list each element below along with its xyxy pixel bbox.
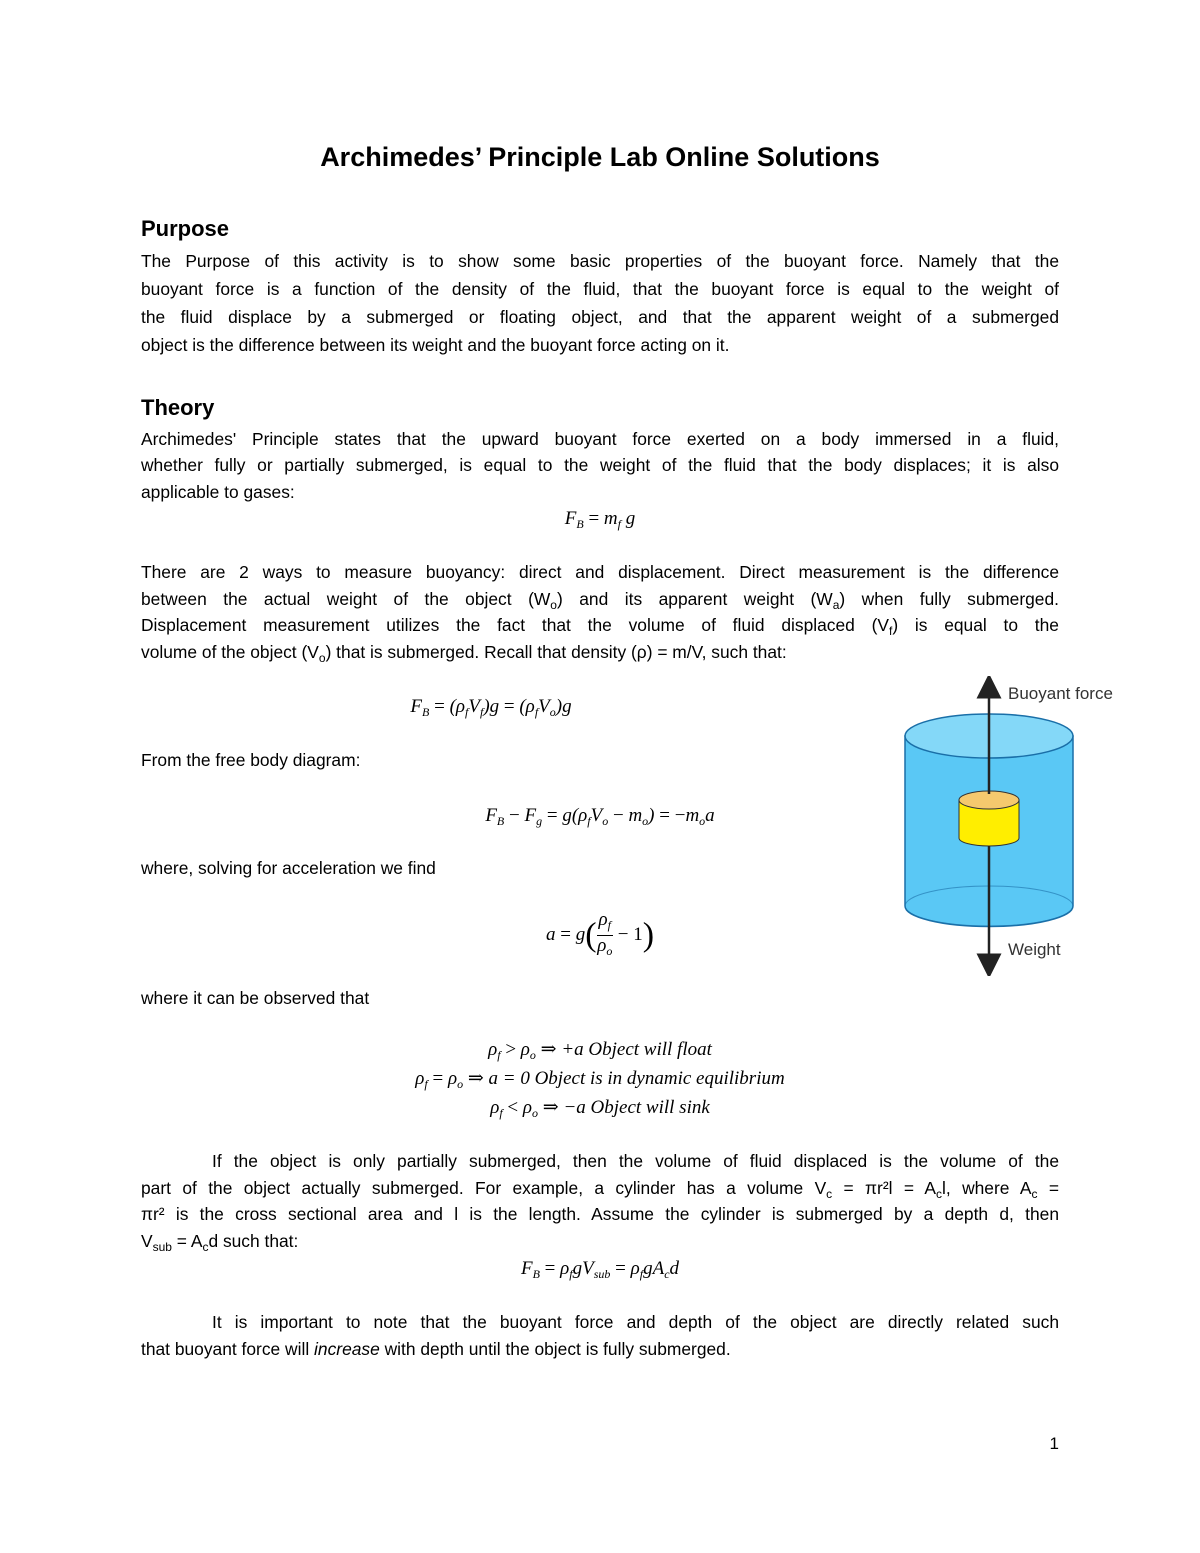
weight-label: Weight bbox=[1008, 940, 1061, 959]
equation-net-force: $F_B - F_g = g(\rho_fV_o - m_o) = -m_oa$ bbox=[485, 805, 715, 828]
measure-line-2: between the actual weight of the object $(W_o)$ and its apparent weight $(W_a)$ when fully submerged. bbox=[141, 589, 1059, 612]
purpose-line-4: object is the difference between its weight and the buoyant force acting on it. bbox=[141, 335, 730, 355]
case-float: $\rho_f > \rho_o$ ⇒ +a Object will float bbox=[488, 1039, 712, 1062]
free-body-text: From the free body diagram: bbox=[141, 750, 361, 770]
purpose-line-3: the fluid displace by a submerged or floating object, and that the apparent weight of a submerged bbox=[141, 307, 1059, 327]
purpose-line-2: buoyant force is a function of the density of the fluid, that the buoyant force is equal to the weight of bbox=[141, 279, 1059, 299]
purpose-line-1: The Purpose of this activity is to show some basic properties of the buoyant force. Namely that the bbox=[141, 251, 1059, 271]
measure-line-4: volume of the object $(V_o)$ that is submerged. Recall that density (ρ) = m/V, such that: bbox=[141, 642, 787, 665]
purpose-heading: Purpose bbox=[141, 216, 230, 241]
measure-line-1: There are 2 ways to measure buoyancy: direct and displacement. Direct measurement is the difference bbox=[141, 562, 1059, 582]
case-sink: $\rho_f < \rho_o$ ⇒ −a Object will sink bbox=[490, 1097, 710, 1120]
buoyancy-diagram bbox=[895, 676, 1125, 976]
final-line-2: that buoyant force will increase with depth until the object is fully submerged. bbox=[141, 1339, 731, 1359]
page-number: 1 bbox=[1049, 1434, 1059, 1453]
equation-submerged-volume: $F_B = \rho_fgV_{sub} = \rho_fgA_cd$ bbox=[520, 1258, 680, 1281]
measure-line-3: Displacement measurement utilizes the fact that the volume of fluid displaced $(V_f)$ is equal to the bbox=[141, 615, 1059, 638]
theory-intro-line-2: whether fully or partially submerged, is equal to the weight of the fluid that the body displaces; it is also bbox=[141, 455, 1059, 475]
observed-text: where it can be observed that bbox=[141, 988, 370, 1008]
partial-line-3: πr² is the cross sectional area and l is the length. Assume the cylinder is submerged by a depth d, then bbox=[141, 1204, 1059, 1224]
partial-line-4: $V_{sub} = A_cd$ such that: bbox=[141, 1231, 299, 1254]
case-equilibrium: $\rho_f = \rho_o$ ⇒ a = 0 Object is in dynamic equilibrium bbox=[415, 1068, 785, 1091]
equation-acceleration: a = g( $\frac{\rho_f}{\rho_o}$ − 1) bbox=[545, 909, 655, 958]
partial-line-1: If the object is only partially submerged, then the volume of fluid displaced is the volume of the bbox=[212, 1151, 1059, 1171]
acceleration-text: where, solving for acceleration we find bbox=[141, 858, 436, 878]
theory-intro-line-1: Archimedes' Principle states that the upward buoyant force exerted on a body immersed in a fluid, bbox=[141, 429, 1059, 449]
equation-buoyant-force-mass: $F_B = m_f$ g bbox=[564, 508, 636, 531]
final-line-1: It is important to note that the buoyant force and depth of the object are directly related such bbox=[212, 1312, 1059, 1332]
theory-heading: Theory bbox=[141, 395, 215, 420]
buoyant-force-label: Buoyant force bbox=[1008, 684, 1113, 703]
theory-intro-line-3: applicable to gases: bbox=[141, 482, 295, 502]
equation-density-volume: $F_B = (\rho_fV_f)g = (\rho_fV_o)g$ bbox=[410, 696, 572, 719]
page-title: Archimedes’ Principle Lab Online Solutions bbox=[320, 142, 880, 172]
partial-line-2: part of the object actually submerged. For example, a cylinder has a volume $V_c = \pi r^2l = A_cl$, where $A_c$ = bbox=[141, 1178, 1059, 1201]
